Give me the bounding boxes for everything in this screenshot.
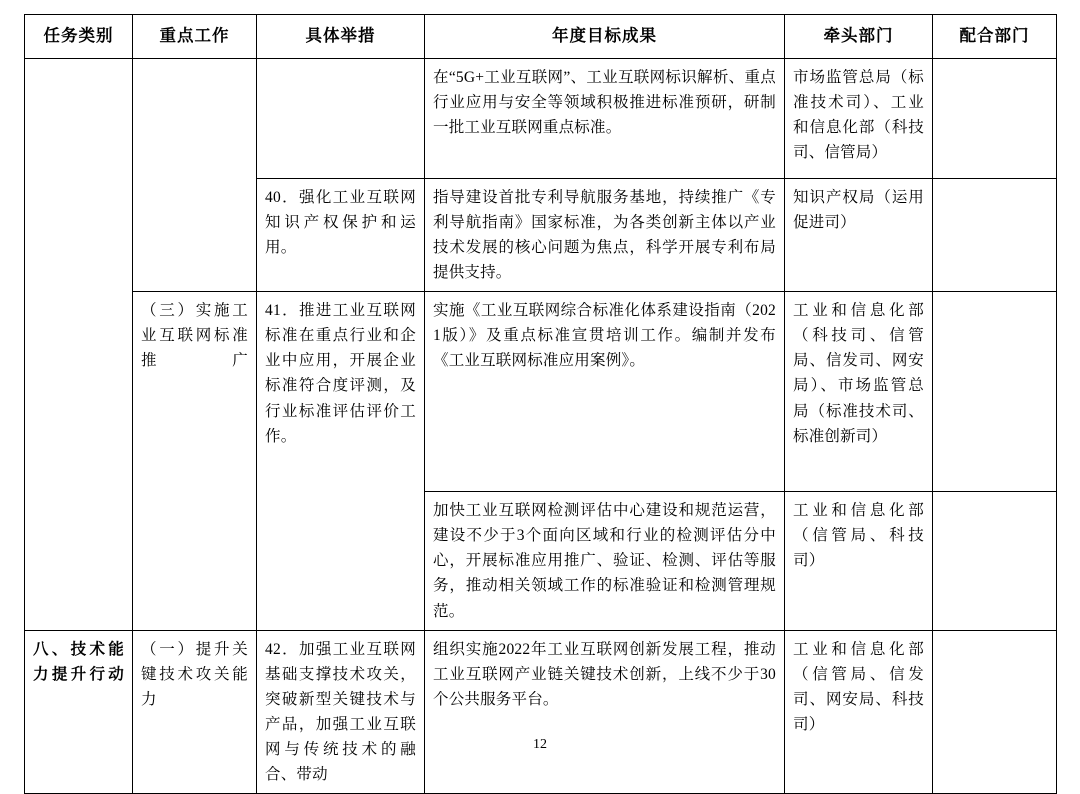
category-cell-empty [25, 58, 133, 630]
goal-cell: 指导建设首批专利导航服务基地，持续推广《专利导航指南》国家标准，为各类创新主体以产业技术发展的核心问题为焦点，科学开展专利布局提供支持。 [425, 178, 785, 291]
goal-cell: 在“5G+工业互联网”、工业互联网标识解析、重点行业应用与安全等领域积极推进标准预研，研制一批工业互联网重点标准。 [425, 58, 785, 178]
goal-cell: 加快工业互联网检测评估中心建设和规范运营，建设不少于3个面向区域和行业的检测评估分中心，开展标准应用推广、验证、检测、评估等服务，推动相关领域工作的标准验证和检测管理规范。 [425, 492, 785, 631]
measure-cell: 42．加强工业互联网基础支撑技术攻关，突破新型关键技术与产品，加强工业互联网与传统技术的融合、带动 [257, 630, 425, 794]
table-row [25, 630, 1057, 794]
column-header-goal: 年度目标成果 [425, 15, 785, 59]
table-body [25, 58, 1057, 794]
lead-department-cell: 工业和信息化部（科技司、信管局、信发司、网安局）、市场监管总局（标准技术司、标准创新司） [785, 292, 933, 492]
column-header-cooperate: 配合部门 [933, 15, 1057, 59]
measure-cell: 40．强化工业互联网知识产权保护和运用。 [257, 178, 425, 291]
page-number: 12 [533, 737, 547, 752]
table-header [25, 15, 1057, 59]
task-table [24, 14, 1057, 794]
column-header-measure: 具体举措 [257, 15, 425, 59]
lead-department-cell: 工业和信息化部（信管局、信发司、网安局、科技司） [785, 630, 933, 794]
goal-cell: 组织实施2022年工业互联网创新发展工程，推动工业互联网产业链关键技术创新，上线不少于30个公共服务平台。 [425, 630, 785, 794]
column-header-lead: 牵头部门 [785, 15, 933, 59]
cooperate-department-cell [933, 58, 1057, 178]
category-cell: 八、技术能力提升行动 [25, 630, 133, 794]
cooperate-department-cell [933, 630, 1057, 794]
lead-department-cell: 知识产权局（运用促进司） [785, 178, 933, 291]
lead-department-cell: 市场监管总局（标准技术司）、工业和信息化部（科技司、信管局） [785, 58, 933, 178]
column-header-key-work: 重点工作 [133, 15, 257, 59]
cooperate-department-cell [933, 492, 1057, 631]
column-header-category: 任务类别 [25, 15, 133, 59]
goal-cell: 实施《工业互联网综合标准化体系建设指南（2021版）》及重点标准宣贯培训工作。编制并发布《工业互联网标准应用案例》。 [425, 292, 785, 492]
key-work-cell: （三）实施工业互联网标准推广 [133, 292, 257, 631]
table-row [25, 292, 1057, 492]
measure-cell: 41．推进工业互联网标准在重点行业和企业中应用，开展企业标准符合度评测，及行业标准评估评价工作。 [257, 292, 425, 631]
measure-cell-empty [257, 58, 425, 178]
key-work-cell-empty [133, 58, 257, 291]
table-row [25, 58, 1057, 178]
cooperate-department-cell [933, 292, 1057, 492]
key-work-cell: （一）提升关键技术攻关能力 [133, 630, 257, 794]
cooperate-department-cell [933, 178, 1057, 291]
table-header-row [25, 15, 1057, 59]
lead-department-cell: 工业和信息化部（信管局、科技司） [785, 492, 933, 631]
